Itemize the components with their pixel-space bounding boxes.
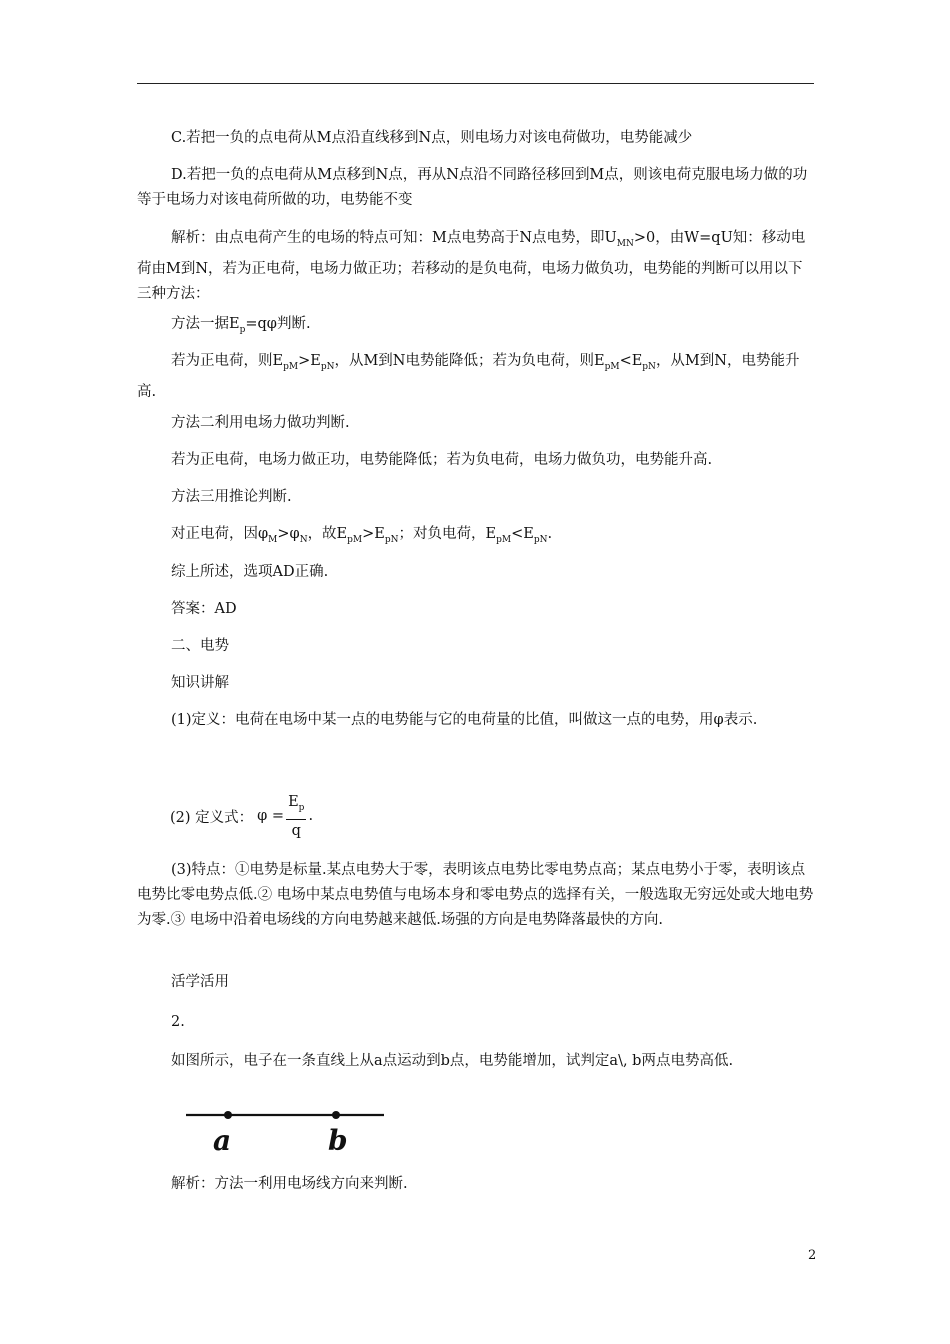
option-c: C.若把一负的点电荷从M点沿直线移到N点，则电场力对该电荷做功，电势能减少 <box>171 130 693 146</box>
method-two: 方法二利用电场力做功判断. <box>171 415 350 431</box>
formula-numerator: E <box>288 794 299 810</box>
point-b-label: b <box>328 1124 348 1154</box>
practice-heading: 活学活用 <box>171 974 229 990</box>
question-text: 如图所示，电子在一条直线上从a点运动到b点，电势能增加，试判定a\, b两点电势高低. <box>171 1053 734 1069</box>
section-heading: 二、电势 <box>171 638 229 654</box>
answer: 答案：AD <box>171 601 237 617</box>
definition-formula <box>170 793 313 840</box>
method-three-detail: 对正电荷，因$\varphi_M>\varphi_N$，故$E_{pM}>E_{pN}$；对负电荷，$E_{pM}<E_{pN}$. <box>171 526 553 545</box>
point-b-dot <box>332 1111 340 1119</box>
formula-phi: φ = <box>257 808 285 825</box>
point-a-label: a <box>213 1124 232 1154</box>
field-line-diagram <box>184 1104 390 1154</box>
solution-start: 解析：方法一利用电场线方向来判断. <box>171 1176 408 1192</box>
summary: 综上所述，选项AD正确. <box>171 564 329 580</box>
analysis-paragraph: 解析：由点电荷产生的电场的特点可知：M点电势高于N点电势，即$U_{MN}>0$，由W=qU知：移动电荷由M到N，若为正电荷，电场力做正功；若移动的是负电荷，电场力做负功，电势能的判断可以用以下三种方法： <box>137 230 806 302</box>
method-one: 方法一据$E_p=q\varphi$判断. <box>171 316 311 335</box>
method-two-detail: 若为正电荷，电场力做正功，电势能降低；若为负电荷，电场力做负功，电势能升高. <box>171 452 713 468</box>
knowledge-heading: 知识讲解 <box>171 675 229 691</box>
option-d: D.若把一负的点电荷从M点移到N点，再从N点沿不同路径移回到M点，则该电荷克服电场力做的功等于电场力对该电荷所做的功，电势能不变 <box>137 167 808 208</box>
header-rule <box>137 83 814 84</box>
page-number: 2 <box>808 1248 817 1263</box>
point-a-dot <box>224 1111 232 1119</box>
properties-paragraph: (3)特点：①电势是标量.某点电势大于零，表明该点电势比零电势点高；某点电势小于零，表明该点电势比零电势点低.② 电场中某点电势值与电场本身和零电势点的选择有关，一般选取无穷远处或大地电势为零.③ 电场中沿着电场线的方向电势越来越低.场强的方向是电势降落最快的方向. <box>137 862 814 928</box>
definition: (1)定义：电荷在电场中某一点的电势能与它的电荷量的比值，叫做这一点的电势，用φ表示. <box>171 712 758 728</box>
formula-fraction <box>286 793 306 840</box>
formula-numerator-sub: p <box>298 802 305 813</box>
method-one-detail: 若为正电荷，则$E_{pM}>E_{pN}$，从M到N电势能降低；若为负电荷，则$E_{pM}<E_{pN}$，从M到N，电势能升高. <box>137 353 800 400</box>
formula-denominator: q <box>291 822 301 839</box>
formula-label: (2) 定义式： <box>170 809 254 826</box>
formula-period: . <box>308 808 314 825</box>
question-number: 2. <box>171 1014 185 1030</box>
method-three: 方法三用推论判断. <box>171 489 292 505</box>
